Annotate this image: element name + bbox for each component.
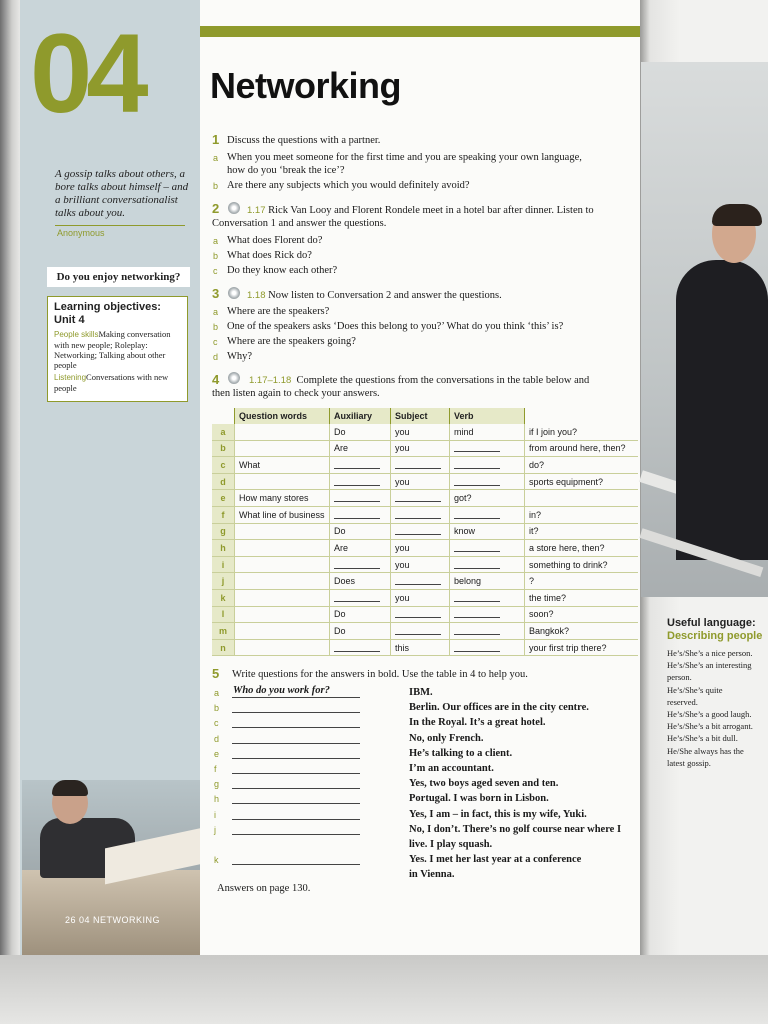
table-row <box>212 457 638 474</box>
row-letter: c <box>212 457 235 474</box>
table-cell <box>450 589 525 606</box>
table-cell: got? <box>450 490 525 507</box>
useful-language-title: Useful language: <box>667 617 756 629</box>
answer-blank[interactable] <box>334 509 380 519</box>
table-cell <box>450 606 525 623</box>
table-cell: do? <box>525 457 639 474</box>
table-cell: your first trip there? <box>525 639 639 656</box>
row-letter: g <box>212 523 235 540</box>
useful-phrase: He’s/She’s quite <box>667 684 723 695</box>
audio-cd-icon <box>228 372 240 384</box>
row-letter: l <box>212 606 235 623</box>
question-table <box>212 408 638 656</box>
example-answer-line <box>232 697 360 698</box>
useful-phrase: He’s/She’s an interesting <box>667 660 752 671</box>
table-row <box>212 440 638 457</box>
answer-input-line[interactable] <box>232 864 360 865</box>
item-letter: j <box>214 824 216 835</box>
answer-blank[interactable] <box>395 525 441 535</box>
page-edge <box>0 0 20 955</box>
learning-objectives-box <box>47 296 188 402</box>
answer-input-line[interactable] <box>232 712 360 713</box>
table-cell <box>330 506 391 523</box>
answer-text: I’m an accountant. <box>409 763 494 774</box>
table-cell <box>330 490 391 507</box>
table-row <box>212 639 638 656</box>
table-cell: if I join you? <box>525 424 639 440</box>
example-question: Who do you work for? <box>233 685 330 696</box>
row-letter: f <box>212 506 235 523</box>
answer-input-line[interactable] <box>232 727 360 728</box>
useful-language-subtitle: Describing people <box>667 630 763 642</box>
answer-input-line[interactable] <box>232 758 360 759</box>
table-row <box>212 589 638 606</box>
table-header-cell: Auxiliary <box>330 408 391 424</box>
answer-text: Yes. I met her last year at a conference <box>409 854 582 866</box>
table-cell <box>235 556 330 573</box>
table-header-row <box>212 408 638 424</box>
table-row <box>212 490 638 507</box>
objective-item: People skillsMaking conversation with new people; Roleplay: Networking; Talking about other people <box>54 329 171 370</box>
answer-blank[interactable] <box>395 459 441 469</box>
item-letter: b <box>213 181 219 191</box>
answer-blank[interactable] <box>334 559 380 569</box>
exercise-number: 1 <box>212 132 220 147</box>
table-cell: mind <box>450 424 525 440</box>
objectives-title: Learning objectives: Unit 4 <box>54 301 161 326</box>
answer-text: live. I play squash. <box>409 839 493 850</box>
answer-blank[interactable] <box>334 642 380 652</box>
answer-blank[interactable] <box>454 625 500 635</box>
table-cell <box>235 473 330 490</box>
table-cell: Do <box>330 623 391 640</box>
exercise-item: Where are the speakers going? <box>227 336 356 347</box>
table-cell: ? <box>525 573 639 590</box>
item-letter: c <box>213 266 218 276</box>
exercise-number: 5 <box>212 666 220 681</box>
table-cell: soon? <box>525 606 639 623</box>
table-cell <box>235 589 330 606</box>
table-cell <box>450 440 525 457</box>
useful-phrase: He’s/She’s a nice person. <box>667 648 753 658</box>
table-cell <box>235 623 330 640</box>
exercise-item: One of the speakers asks ‘Does this belong to you?’ What do you think ‘this’ is? <box>227 321 564 332</box>
answer-blank[interactable] <box>454 459 500 469</box>
answer-input-line[interactable] <box>232 773 360 774</box>
item-letter: a <box>214 688 220 698</box>
page-footer: 26 04 NETWORKING <box>65 915 161 925</box>
table-cell <box>450 506 525 523</box>
item-letter: f <box>214 764 217 774</box>
exercise-instruction: 1.18 Now listen to Conversation 2 and answer the questions. <box>247 290 502 301</box>
useful-phrase: He’s/She’s a bit arrogant. <box>667 721 753 732</box>
table-cell <box>235 606 330 623</box>
table-cell <box>235 639 330 656</box>
table-row <box>212 506 638 523</box>
chapter-number: 04 <box>30 11 143 136</box>
table-cell: What <box>235 457 330 474</box>
answer-text: Berlin. Our offices are in the city centre. <box>409 702 589 714</box>
answer-input-line[interactable] <box>232 834 360 835</box>
table-header-cell <box>525 408 639 424</box>
businessman-standing-shape <box>676 260 768 560</box>
man-hair-shape <box>52 780 88 796</box>
table-cell <box>330 639 391 656</box>
answer-blank[interactable] <box>395 608 441 618</box>
exercise-instruction: 1.17 Rick Van Looy and Florent Rondele meet in a hotel bar after dinner. Listen to <box>247 205 594 216</box>
exercise-item: Where are the speakers? <box>227 306 330 317</box>
table-cell: sports equipment? <box>525 473 639 490</box>
table-cell: How many stores <box>235 490 330 507</box>
exercise-instruction: Conversation 1 and answer the questions. <box>212 218 387 229</box>
objective-item: ListeningConversations with new people <box>54 372 169 393</box>
item-letter: e <box>214 748 220 759</box>
answer-blank[interactable] <box>454 442 500 452</box>
table-row <box>212 573 638 590</box>
answer-text: In the Royal. It’s a great hotel. <box>409 717 546 729</box>
answer-text: IBM. <box>409 687 433 698</box>
answer-input-line[interactable] <box>232 743 360 744</box>
table-row <box>212 540 638 557</box>
table-header-cell <box>212 408 235 424</box>
useful-phrase: person. <box>667 672 692 683</box>
table-cell: in? <box>525 506 639 523</box>
quote-divider <box>55 225 185 226</box>
table-row <box>212 523 638 540</box>
row-letter: e <box>212 490 235 507</box>
exercise-instruction: 1.17–1.18 Complete the questions from the conversations in the table below and <box>249 375 590 386</box>
table-cell <box>391 623 450 640</box>
answer-text: No, only French. <box>409 732 484 744</box>
table-header-cell: Question words <box>235 408 330 424</box>
table-cell: you <box>391 424 450 440</box>
table-row <box>212 606 638 623</box>
answer-blank[interactable] <box>454 476 500 486</box>
exercise-instruction: Discuss the questions with a partner. <box>227 135 381 146</box>
table-cell <box>450 540 525 557</box>
table-cell <box>330 457 391 474</box>
answer-blank[interactable] <box>334 492 380 502</box>
table-cell <box>235 424 330 440</box>
answer-text: Portugal. I was born in Lisbon. <box>409 793 549 805</box>
answer-blank[interactable] <box>334 592 380 602</box>
audio-cd-icon <box>228 287 240 299</box>
table-cell: from around here, then? <box>525 440 639 457</box>
quote-author: Anonymous <box>57 228 105 238</box>
useful-phrase: He/She always has the <box>667 745 744 756</box>
page-title: Networking <box>210 65 402 106</box>
answer-text: Yes, I am – in fact, this is my wife, Yuki. <box>409 808 587 820</box>
item-letter: d <box>214 733 220 744</box>
table-cell <box>235 440 330 457</box>
table-header-cell: Verb <box>450 408 525 424</box>
table-row <box>212 556 638 573</box>
item-letter: a <box>213 307 219 317</box>
table-cell: you <box>391 589 450 606</box>
table-cell: a store here, then? <box>525 540 639 557</box>
table-cell: Does <box>330 573 391 590</box>
item-letter: h <box>214 794 220 805</box>
exercise-number: 4 <box>212 372 220 387</box>
exercise-item: Do they know each other? <box>227 265 338 276</box>
table-cell <box>525 490 639 507</box>
row-letter: d <box>212 473 235 490</box>
table-cell <box>450 639 525 656</box>
answers-footnote: Answers on page 130. <box>217 883 311 894</box>
answer-input-line[interactable] <box>232 803 360 804</box>
answer-blank[interactable] <box>395 509 441 519</box>
item-letter: k <box>214 855 219 866</box>
row-letter: i <box>212 556 235 573</box>
table-row <box>212 424 638 440</box>
table-cell <box>235 573 330 590</box>
item-letter: b <box>213 322 219 332</box>
item-letter: g <box>214 779 220 790</box>
answer-blank[interactable] <box>334 459 380 469</box>
table-cell: Do <box>330 606 391 623</box>
person-hair-shape <box>712 204 762 226</box>
table-cell: the time? <box>525 589 639 606</box>
answer-text: No, I don’t. There’s no golf course near where I <box>409 823 622 835</box>
table-cell: this <box>391 639 450 656</box>
answer-blank[interactable] <box>334 476 380 486</box>
answer-blank[interactable] <box>454 642 500 652</box>
table-cell <box>391 523 450 540</box>
table-cell <box>330 473 391 490</box>
row-letter: k <box>212 589 235 606</box>
table-cell: Do <box>330 424 391 440</box>
exercise-item: When you meet someone for the first time and you are speaking your own language, <box>227 152 582 163</box>
table-cell <box>391 490 450 507</box>
item-letter: a <box>213 236 219 246</box>
table-cell <box>330 589 391 606</box>
exercise-number: 2 <box>212 201 220 216</box>
exercise-item: What does Rick do? <box>227 250 312 261</box>
item-letter: d <box>213 352 219 362</box>
table-cell <box>450 623 525 640</box>
audio-cd-icon <box>228 202 240 214</box>
table-cell: Do <box>330 523 391 540</box>
exercise-item: Are there any subjects which you would definitely avoid? <box>227 180 470 191</box>
useful-phrase: He’s/She’s a bit dull. <box>667 733 738 744</box>
row-letter: j <box>212 573 235 590</box>
answer-blank[interactable] <box>454 542 500 552</box>
exercise-item: What does Florent do? <box>227 235 323 246</box>
table-cell: know <box>450 523 525 540</box>
table-cell: belong <box>450 573 525 590</box>
item-letter: c <box>213 337 218 347</box>
exercise-item: how do you ‘break the ice’? <box>227 165 345 176</box>
row-letter: a <box>212 424 235 440</box>
item-letter: b <box>213 251 219 261</box>
table-row <box>212 473 638 490</box>
answer-text: in Vienna. <box>409 869 455 881</box>
answer-input-line[interactable] <box>232 819 360 820</box>
table-cell: What line of business <box>235 506 330 523</box>
answer-blank[interactable] <box>454 592 500 602</box>
table-cell <box>450 556 525 573</box>
answer-blank[interactable] <box>454 608 500 618</box>
table-cell: you <box>391 540 450 557</box>
useful-phrase: He’s/She’s a good laugh. <box>667 709 752 719</box>
row-letter: m <box>212 623 235 640</box>
table-cell <box>391 506 450 523</box>
table-cell: it? <box>525 523 639 540</box>
useful-phrase: reserved. <box>667 696 698 707</box>
table-surface <box>0 955 768 1024</box>
table-cell: Are <box>330 540 391 557</box>
table-cell: Bangkok? <box>525 623 639 640</box>
answer-blank[interactable] <box>395 492 441 502</box>
item-letter: c <box>214 718 219 729</box>
sidebar-quote: A gossip talks about others, a bore talks about himself – and a brilliant conversationalist talks about you. <box>55 168 189 219</box>
useful-phrase: latest gossip. <box>667 757 711 768</box>
table-cell <box>391 457 450 474</box>
table-cell: something to drink? <box>525 556 639 573</box>
table-cell <box>235 540 330 557</box>
table-cell: you <box>391 556 450 573</box>
table-cell: you <box>391 473 450 490</box>
item-letter: a <box>213 153 219 163</box>
answer-text: Yes, two boys aged seven and ten. <box>409 778 559 790</box>
table-header-cell: Subject <box>391 408 450 424</box>
table-cell: Are <box>330 440 391 457</box>
item-letter: i <box>214 809 216 820</box>
answer-blank[interactable] <box>454 509 500 519</box>
table-cell <box>235 523 330 540</box>
exercise-instruction: Write questions for the answers in bold. Use the table in 4 to help you. <box>232 669 528 680</box>
answer-blank[interactable] <box>395 575 441 585</box>
answer-input-line[interactable] <box>232 788 360 789</box>
item-letter: b <box>214 703 220 714</box>
table-cell <box>391 606 450 623</box>
header-bar <box>200 26 640 37</box>
exercise-instruction: then listen again to check your answers. <box>212 388 380 399</box>
table-cell <box>330 556 391 573</box>
table-cell <box>450 473 525 490</box>
sidebar-question: Do you enjoy networking? <box>47 267 190 287</box>
table-cell <box>391 573 450 590</box>
answer-blank[interactable] <box>454 559 500 569</box>
table-row <box>212 623 638 640</box>
exercise-item: Why? <box>227 351 253 362</box>
row-letter: n <box>212 639 235 656</box>
row-letter: b <box>212 440 235 457</box>
exercise-number: 3 <box>212 286 220 301</box>
answer-blank[interactable] <box>395 625 441 635</box>
table-cell <box>450 457 525 474</box>
table-cell: you <box>391 440 450 457</box>
answer-text: He’s talking to a client. <box>409 747 513 759</box>
row-letter: h <box>212 540 235 557</box>
